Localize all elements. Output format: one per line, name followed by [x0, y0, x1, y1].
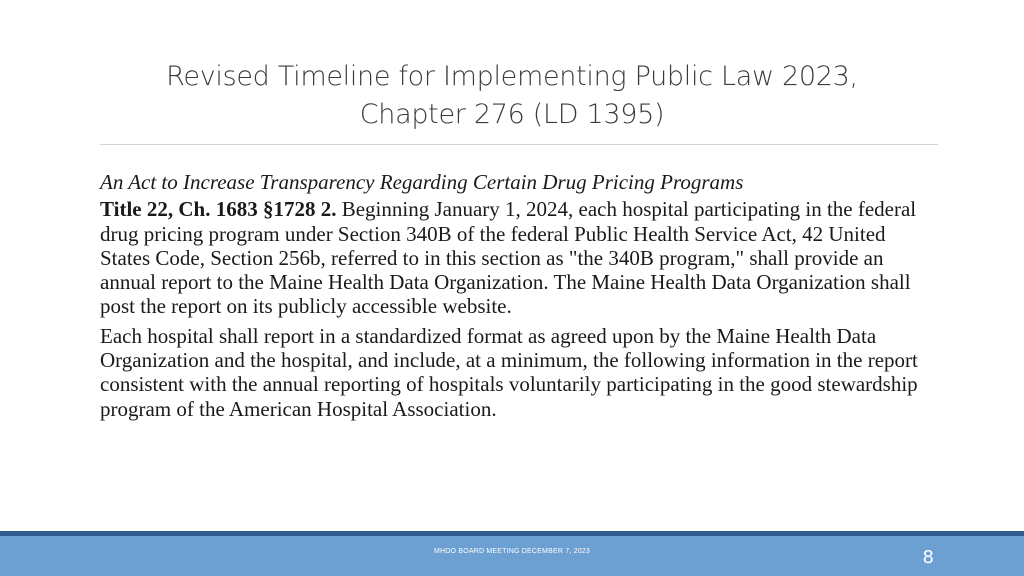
paragraph-2: Each hospital shall report in a standardized format as agreed upon by the Maine Health Data Organization and the hospital, and include, at a minimum, the following information in the report consistent with the annual reporting of hospitals voluntarily participating in the good stewardship program of the American Hospital Association.	[100, 323, 918, 421]
page-number: 8	[922, 547, 934, 568]
title-divider	[100, 144, 938, 145]
slide-title	[60, 58, 964, 134]
slide-title-line-2: Chapter 276 (LD 1395)	[359, 99, 665, 130]
paragraph-1-text: Beginning January 1, 2024, each hospital participating in the federal drug pricing program under Section 340B of the federal Public Health Service Act, 42 United States Code, Section 256b, referred to in this section as "the 340B program," shall provide an annual report to the Maine Health Data Organization. The Maine Health Data Organization shall post the report on its publicly accessible website.	[100, 197, 917, 319]
slide-body	[100, 170, 936, 426]
slide-title-line-1: Revised Timeline for Implementing Public Law 2023,	[166, 61, 858, 92]
paragraph-1	[100, 197, 936, 318]
footer-bar	[0, 536, 1024, 576]
footer-meeting-label: MHDO BOARD MEETING DECEMBER 7, 2023	[434, 548, 590, 555]
act-title: An Act to Increase Transparency Regarding Certain Drug Pricing Programs	[100, 170, 744, 194]
statute-citation: Title 22, Ch. 1683 §1728 2.	[100, 197, 337, 222]
